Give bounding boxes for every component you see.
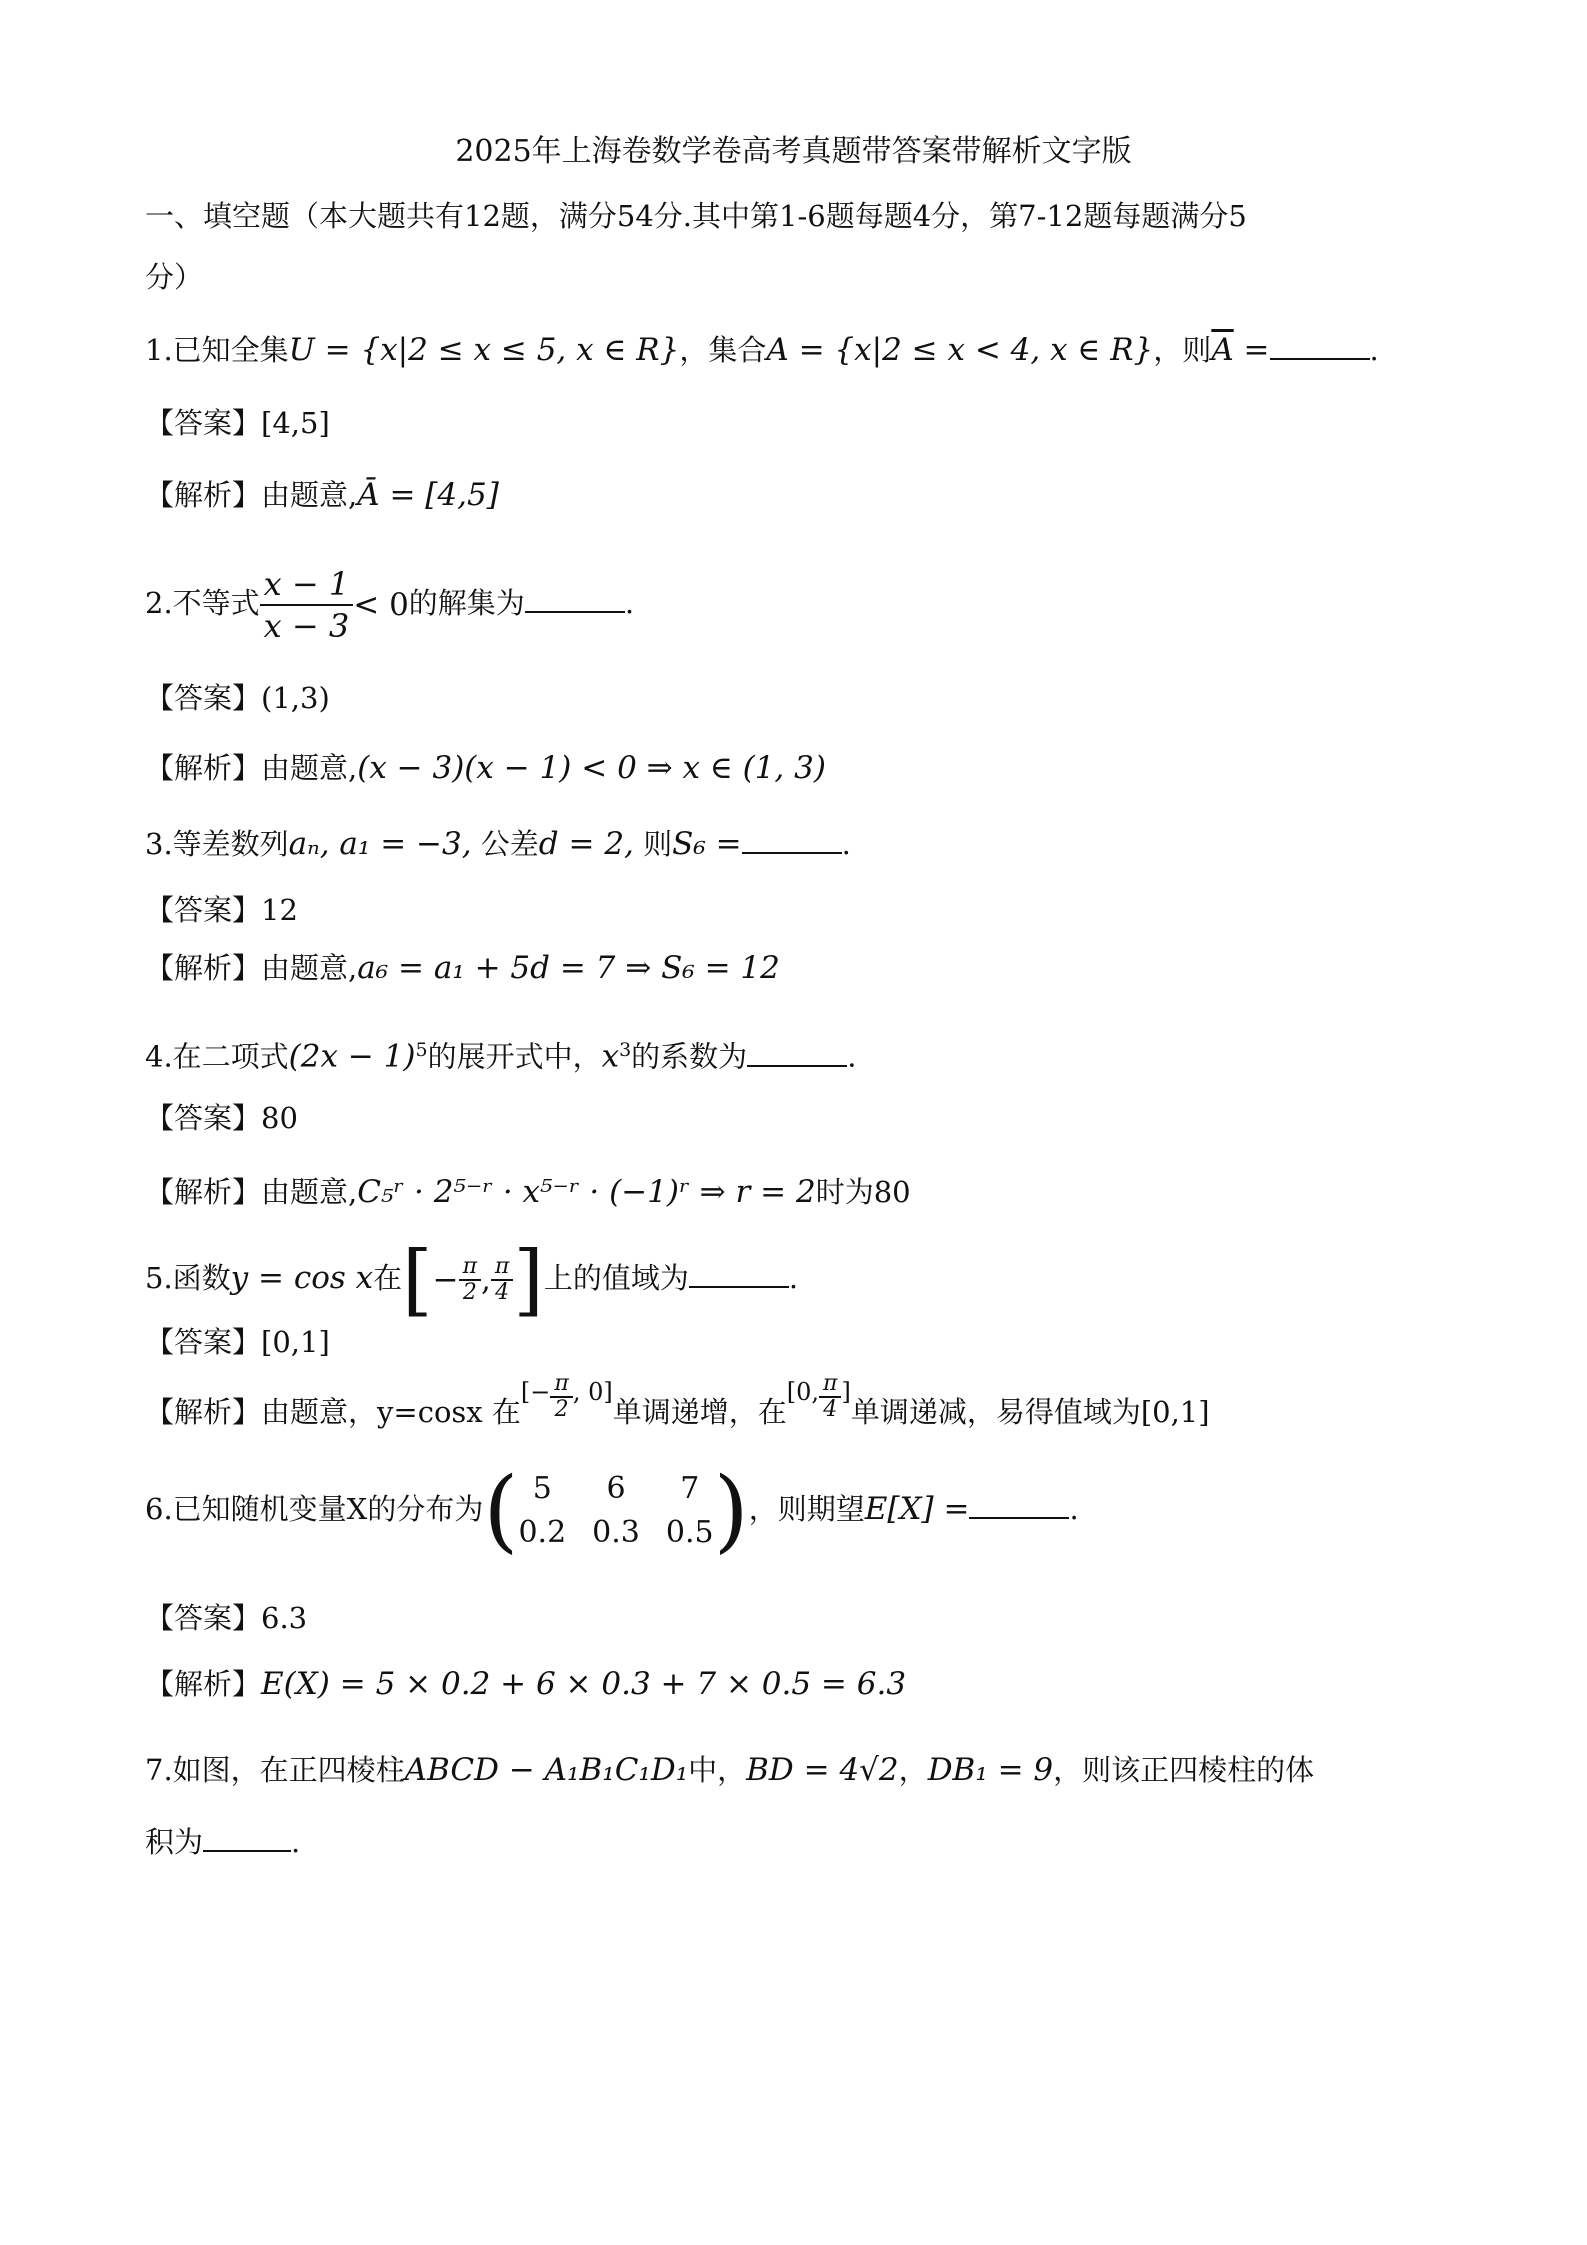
- q5-interval1-numerator: π: [554, 1371, 569, 1396]
- q4-prefix: 4.在二项式: [145, 1039, 289, 1074]
- q7-post: ，则该正四棱柱的体: [1053, 1753, 1315, 1787]
- answer-label: 【答案】: [145, 893, 262, 927]
- section-heading-line1: 一、填空题（本大题共有12题，满分54分.其中第1-6题每题4分，第7-12题每题满分5: [145, 199, 1247, 233]
- answer-label: 【答案】: [145, 1101, 262, 1135]
- q5-interval2-close: ]: [841, 1378, 851, 1406]
- q6-distribution-matrix: [518, 1467, 713, 1555]
- q2-blank: [525, 585, 625, 613]
- q7-prefix: 7.如图，在正四棱柱: [145, 1753, 405, 1787]
- q5-answer: [145, 1322, 1447, 1362]
- q5-analysis-mid1: 单调递增，在: [612, 1395, 787, 1429]
- q1-complement: $\overline{A}$: [1211, 332, 1234, 368]
- q6-prob-1: 0.2: [518, 1515, 567, 1550]
- question-1: [145, 330, 1447, 370]
- q5-interval2-denominator: 4: [819, 1396, 841, 1422]
- q4-answer: [145, 1098, 1447, 1138]
- q7-period: .: [291, 1825, 301, 1859]
- question-4: [145, 1030, 1447, 1077]
- q6-post: ，则期望: [748, 1492, 865, 1526]
- analysis-label: 【解析】: [145, 951, 262, 985]
- q2-prefix: 2.不等式: [145, 586, 260, 620]
- q7-sep: ，: [898, 1753, 928, 1787]
- question-7-line2: [145, 1822, 1447, 1862]
- section-heading-line2: 分）: [145, 260, 204, 294]
- q6-answer: [145, 1598, 1447, 1638]
- q6-prob-3: 0.5: [665, 1515, 714, 1550]
- q5-upper-numerator: π: [494, 1254, 510, 1279]
- q1-then: ，则: [1153, 333, 1212, 367]
- q5-answer-value: [0,1]: [261, 1325, 330, 1359]
- q7-db1: DB₁ = 9: [927, 1752, 1054, 1788]
- question-7: [145, 1750, 1447, 1790]
- q1-analysis-pre: 由题意,: [261, 478, 358, 512]
- q3-sequence: aₙ, a₁ = −3,: [288, 826, 472, 862]
- q5-interval1-close: , 0]: [572, 1378, 613, 1406]
- q2-numerator: x − 1: [263, 565, 350, 603]
- q6-analysis-math: E(X) = 5 × 0.2 + 6 × 0.3 + 7 × 0.5 = 6.3: [261, 1666, 907, 1702]
- q3-blank: [742, 826, 842, 854]
- q5-upper-fraction: [491, 1255, 513, 1305]
- q1-blank: [1270, 332, 1370, 360]
- q3-answer: [145, 890, 1447, 930]
- q1-set-a: A = {x|2 ≤ x < 4, x ∈ R}: [766, 332, 1154, 368]
- q6-right-paren: ): [713, 1458, 749, 1563]
- q5-analysis: [145, 1372, 1447, 1452]
- q2-period: .: [624, 586, 635, 620]
- q3-sum: S₆ =: [672, 826, 742, 862]
- q6-blank: [969, 1491, 1069, 1519]
- q4-exponent: 5: [415, 1039, 428, 1061]
- q3-common-difference: d = 2,: [538, 826, 634, 862]
- q7-bd: BD = 4√2: [746, 1752, 899, 1788]
- q4-blank: [747, 1039, 847, 1067]
- q6-prob-2: 0.3: [592, 1515, 640, 1550]
- question-3: [145, 824, 1447, 864]
- q3-prefix: 3.等差数列: [145, 827, 289, 861]
- q1-analysis-math: Ā = [4,5]: [357, 477, 499, 513]
- q6-answer-value: 6.3: [261, 1601, 308, 1635]
- analysis-label: 【解析】: [145, 1395, 262, 1429]
- q4-mid: 的展开式中，: [427, 1039, 602, 1074]
- question-6: [145, 1454, 1447, 1564]
- q4-period: .: [847, 1039, 857, 1074]
- q4-analysis-post: 时为80: [815, 1175, 911, 1209]
- q6-value-2: 6: [606, 1471, 626, 1506]
- q5-analysis-pre: 由题意，y=cosx 在: [261, 1395, 521, 1429]
- q1-prefix: 1.已知全集: [145, 333, 289, 367]
- q5-lower-fraction: [459, 1255, 481, 1305]
- q1-answer: [145, 403, 1447, 443]
- q5-blank: [689, 1260, 789, 1288]
- q1-eq: =: [1233, 332, 1270, 368]
- q7-mid: 中，: [688, 1753, 747, 1787]
- q2-post: 的解集为: [408, 586, 525, 620]
- q5-upper-denominator: 4: [491, 1279, 513, 1305]
- q4-x: x: [601, 1038, 620, 1075]
- q1-answer-value: [4,5]: [261, 406, 330, 440]
- q1-mid: ，集合: [679, 333, 767, 367]
- q5-in: 在: [373, 1261, 403, 1295]
- answer-label: 【答案】: [145, 1325, 262, 1359]
- q5-lower-numerator: π: [462, 1254, 478, 1279]
- q4-analysis-math: C₅ʳ · 2⁵⁻ʳ · x⁵⁻ʳ · (−1)ʳ ⇒ r = 2: [357, 1174, 816, 1210]
- q7-prism: ABCD − A₁B₁C₁D₁: [404, 1752, 689, 1788]
- q3-period: .: [841, 827, 851, 861]
- q5-prefix: 5.函数: [145, 1261, 231, 1295]
- q2-analysis: [145, 748, 1447, 788]
- question-5: [145, 1230, 1447, 1326]
- q5-right-bracket: ]: [513, 1235, 544, 1325]
- q5-left-bracket: [: [402, 1235, 433, 1325]
- answer-label: 【答案】: [145, 406, 262, 440]
- q3-analysis: [145, 948, 1447, 988]
- q2-analysis-math: (x − 3)(x − 1) < 0 ⇒ x ∈ (1, 3): [357, 750, 826, 786]
- q6-value-3: 7: [680, 1471, 700, 1506]
- q3-mid: 公差: [471, 827, 539, 861]
- answer-label: 【答案】: [145, 681, 262, 715]
- q5-function: y = cos x: [230, 1260, 374, 1296]
- q5-post: 上的值域为: [543, 1261, 689, 1295]
- q6-analysis: [145, 1664, 1447, 1704]
- q6-prefix: 6.已知随机变量X的分布为: [145, 1492, 484, 1526]
- q6-left-paren: (: [483, 1458, 519, 1563]
- q4-answer-value: 80: [261, 1101, 298, 1135]
- q2-analysis-pre: 由题意,: [261, 751, 358, 785]
- q4-analysis: [145, 1172, 1447, 1212]
- q2-relation: < 0: [353, 587, 409, 623]
- q5-interval1-fraction: [550, 1372, 572, 1422]
- q2-fraction: [260, 564, 354, 646]
- q3-then: 则: [633, 827, 673, 861]
- q6-expectation: E[X] =: [864, 1491, 970, 1527]
- q5-period: .: [788, 1261, 799, 1295]
- q5-interval2-numerator: π: [822, 1371, 838, 1396]
- q3-analysis-math: a₆ = a₁ + 5d = 7 ⇒ S₆ = 12: [357, 950, 780, 986]
- analysis-label: 【解析】: [145, 751, 262, 785]
- q2-answer: [145, 678, 1447, 718]
- q4-binomial: (2x − 1): [288, 1038, 416, 1075]
- q5-interval1-open: [−: [520, 1378, 551, 1406]
- q4-analysis-pre: 由题意,: [261, 1175, 358, 1209]
- q5-interval2-open: [0,: [786, 1378, 819, 1406]
- q5-lower-denominator: 2: [459, 1279, 481, 1305]
- question-2: [145, 558, 1447, 648]
- q3-answer-value: 12: [261, 893, 298, 927]
- q7-blank: [203, 1824, 291, 1852]
- q1-period: .: [1369, 333, 1379, 367]
- analysis-label: 【解析】: [145, 1175, 262, 1209]
- q5-interval1-denominator: 2: [550, 1396, 572, 1422]
- analysis-label: 【解析】: [145, 1667, 262, 1701]
- page-title: 2025年上海卷数学卷高考真题带答案带解析文字版: [455, 134, 1132, 169]
- q5-interval2-fraction: [819, 1372, 841, 1422]
- q1-analysis: [145, 475, 1447, 515]
- q2-denominator: x − 3: [260, 604, 354, 646]
- q4-post: 的系数为: [631, 1039, 748, 1074]
- q5-comma: ,: [481, 1262, 491, 1298]
- analysis-label: 【解析】: [145, 478, 262, 512]
- q3-analysis-pre: 由题意,: [261, 951, 358, 985]
- q6-period: .: [1069, 1492, 1079, 1526]
- q5-lower-sign: −: [432, 1262, 459, 1298]
- q7-line2: 积为: [145, 1825, 204, 1859]
- answer-label: 【答案】: [145, 1601, 262, 1635]
- q2-answer-value: (1,3): [261, 681, 330, 715]
- q1-set-u: U = {x|2 ≤ x ≤ 5, x ∈ R}: [288, 332, 680, 368]
- q6-value-1: 5: [532, 1471, 552, 1506]
- q4-x-exponent: 3: [619, 1039, 632, 1061]
- q5-analysis-mid2: 单调递减，易得值域为[0,1]: [850, 1395, 1210, 1429]
